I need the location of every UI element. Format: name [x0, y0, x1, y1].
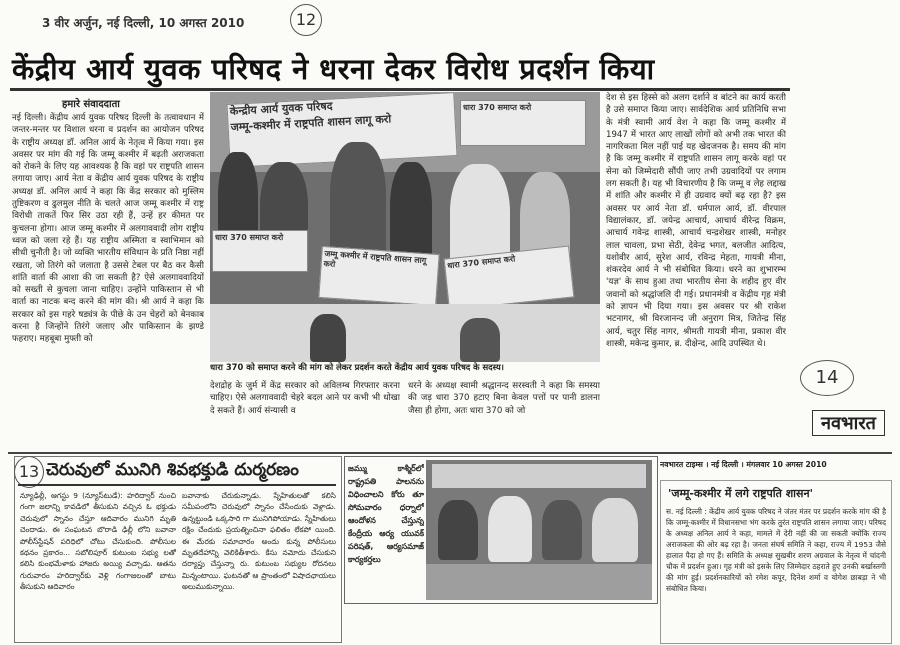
byline: हमारे संवाददाता: [62, 99, 120, 110]
headline: केंद्रीय आर्य युवक परिषद ने धरना देकर विरोध प्रदर्शन किया: [12, 52, 655, 86]
protester-figure: [542, 500, 582, 560]
protester-figure: [438, 500, 478, 560]
article-under-photo-b: धरने के अध्यक्ष स्वामी श्रद्धानन्द सरस्वती ने कहा कि समस्या की जड़ धारा 370 हटाए बिना केवल पत्तों पर पानी डालना जैसा ही होगा, अतः धारा 370 को जो: [408, 381, 600, 416]
protest-photo: [210, 92, 600, 362]
navbharat-headline: 'जम्मू-कश्मीर में लगे राष्ट्रपति शासन': [668, 487, 813, 500]
photo-banner-main-text-2: जम्मू-कश्मीर में राष्ट्रपति शासन लागू करो: [230, 112, 392, 134]
protester-figure: [460, 318, 500, 362]
telugu-protest-photo: [426, 460, 652, 600]
headline-rule: [10, 88, 790, 91]
protester-figure: [488, 496, 532, 562]
annotation-top: 12: [290, 4, 322, 36]
telugu-photo-banner: [432, 464, 646, 488]
photo-banner-main-text: केन्द्रीय आर्य युवक परिषद: [229, 99, 333, 118]
telugu-sidebar-caption: జమ్ము కాశ్మీర్‌లో రాష్ట్రపతి పాలనను విధించాలని కోరు తూ సోమవారం ధర్నాలో ఆందోళన చేస్తున్న కేంద్రీయ ఆర్య యువక్ పరిషత్, ఆర్యసమాజ్ కార్యకర్తలు: [348, 464, 424, 564]
dateline: 3 वीर अर्जुन, नई दिल्ली, 10 अगस्त 2010: [42, 16, 245, 30]
photo-banner-right: धारा 370 समाप्त करो: [460, 100, 586, 146]
telugu-column-1: న్యూఢిల్లీ, ఆగస్టు 9 (న్యూస్‌టుడే): హరిద్వార్ నుంచి గంగా జలాన్ని కావడిలో తీసుకుని వచ్చిన ఓ భక్తుడు చెరువులో స్నానం చేస్తూ ఆదివారం మునిగి మృతి చెందాడు. ఈ సంఘటన బొరాడి ఢిల్లీ లోని బవానా పోలీస్‌స్టేషన్ పరిధిలో చోటు చేసుకుంది. పోలీసుల కథనం ప్రకారం... సబోలిపూర్ కుటుంబ సభ్యు లతో కలిసి కుంభమేళాకు హాజరు అయ్యి వచ్చాడు. ఆతను గురువారం హరిద్వార్‌కు వెళ్లి గంగాజలంతో బాటు తీసుకుని ఆదివారం: [20, 491, 176, 592]
navbharat-dateline: नवभारत टाइम्स । नई दिल्ली । मंगलवार 10 अगस्त 2010: [660, 460, 827, 469]
navbharat-logo: नवभारत: [812, 410, 885, 436]
navbharat-body: स. नई दिल्ली : केंद्रीय आर्य युवक परिषद ने जंतर मंतर पर प्रदर्शन करके मांग की है कि जम्मू-कश्मीर में विधानसभा भंग करके तुरंत राष्ट्रपति शासन लगाया जाए। परिषद के अध्यक्ष अनिल आर्य ने कहा, मामले में देरी नहीं की जा सकती क्योंकि राज्य अराजकता की ओर बढ़ रहा है। जनता संघर्ष समिति ने कहा, राज्य में 1953 जैसे हालात पैदा हो गए हैं। समिति के अध्यक्ष सुखबीर शरण अग्रवाल के नेतृत्व में चांदनी चौक में प्रदर्शन हुआ। गृह मंत्री को इसके लिए जिम्मेदार ठहराते हुए उनकी बर्खास्तगी की मांग हुई। प्रदर्शनकारियों को रमेश कपूर, दिनेश शर्मा व योगेश छाबड़ा ने भी संबोधित किया।: [666, 507, 886, 593]
telugu-column-2: బవానాకు చేరుకున్నాడు. స్నేహితులతో కలిసి సమీపంలోని చెరువులో స్నానం చేసేందుకు వెళ్లాడు. ఉన్నట్టుండి ఒక్కసారి గా మునిగిపోయాడు. స్నేహితులు రక్షిం చేందుకు ప్రయత్నించినా ఫలితం లేకపో యింది. ఈ మేరకు సమాచారం అందు కున్న పోలీసులు మృతదేహాన్ని వెలికితీశారు. కేసు నమోదు చేసుకుని దర్యాప్తు చేస్తున్నా రు. కుటుంబ సభ్యుల రోదనలు మిన్నంటాయి. ఘటనతో ఆ ప్రాంతంలో విషాదఛాయలు అలుముకున్నాయి.: [182, 491, 336, 592]
protester-figure: [592, 498, 638, 562]
placard-1: धारा 370 समाप्त करो: [212, 230, 308, 272]
article-column-left: नई दिल्ली। केंद्रीय आर्य युवक परिषद दिल्ली के तत्वावधान में जन्तर-मन्तर पर विशाल धरना व प्रदर्शन का आयोजन परिषद के राष्ट्रीय अध्यक्ष डॉ. अनिल आर्य के नेतृत्व में किया गया। इस अवसर पर मांग की गई कि जम्मू कश्मीर में बढ़ती अराजकता को रोकने के लिए यह आवश्यक है कि वहां पर राष्ट्रपति शासन लगाया जाए। आर्य नेता व केंद्रीय आर्य युवक परिषद के राष्ट्रीय अध्यक्ष डॉ. अनिल आर्य ने कहा कि केंद्र सरकार को मुस्लिम तुष्टिकरण व ढुलमुल नीति के चलते आज जम्मू कश्मीर में राष्ट्र विरोधी ताकतें फिर सिर उठा रही हैं, उन्हें हर कीमत पर कुचलना होगा। आज जम्मू कश्मीर में अलगाववादी लोग राष्ट्रीय ध्वज को जला रहे हैं। यह राष्ट्रीय अस्मिता व स्वाभिमान को सीधी चुनौती है। जो व्यक्ति भारतीय संविधान के प्रति निष्ठा नहीं रखता, जो तिरंगे को जलाता है उससे टेबल पर बैठ कर कैसी शांति वार्ता की आशा की जा सकती है? ऐसे अलगाववादियों को सख्ती से कुचला जाना चाहिए। उन्होंने पाकिस्तान से भी वार्ता का नाटक बन्द करने की मांग की। श्री आर्य ने कहा कि सरकार को इस गहरे षड्यंत्र के पीछे के उन चेहरों को बेनकाब करना है जिन्होंने तिरंगे जलाए और पाकिस्तान के झण्डे फहराए। महबूबा मुफ्ती को: [12, 113, 204, 345]
photo-ground: [210, 304, 600, 362]
telugu-photo-ground: [426, 564, 652, 600]
placard-3: धारा 370 समाप्त करो: [444, 246, 575, 311]
protester-figure: [310, 314, 346, 362]
annotation-right: 14: [800, 360, 854, 396]
article-column-right: देश से इस हिस्से को अलग दर्शाने व बांटने का कार्य करती है उसे समाप्त किया जाए। सार्वदेशिक आर्य प्रतिनिधि सभा के मंत्री स्वामी आर्य वेश ने कहा कि जम्मू कश्मीर में 1947 में भारत आए लाखों लोगों को अभी तक भारत की नागरिकता मिल नहीं पाई यह खेदजनक है। समय की मांग है कि जम्मू कश्मीर में राष्ट्रपति शासन लागू करके वहां पर सेना को जिम्मेदारी सौंपी जाए तभी उग्रवादियों पर लगाम लग सकती है। यह भी विचारणीय है कि जम्मू व लेह लद्दाख में शांति और कश्मीर में ही उग्रवाद क्यों बढ़ रहा है? इस अवसर पर आर्य नेता डॉ. धर्मपाल आर्य, डॉ. वीरपाल विद्यालंकार, डॉ. जयेन्द्र आचार्य, आचार्य वीरेन्द्र विक्रम, आचार्य गवेन्द्र शास्त्री, आचार्य चन्द्रशेखर शास्त्री, मनोहर लाल चावला, प्रभा सेठी, देवेन्द्र भगत, बलजीत आदित्य, यशोवीर आर्य, सुरेश आर्य, रविन्द्र मेहता, गायत्री मीना, शंकरदेव आर्य ने भी संबोधित किया। धरने का शुभारम्भ 'यज्ञ' के साथ हुआ तथा भारतीय सेना के शहीद हुए वीर जवानों को श्रद्धांजलि दी गई। प्रधानमंत्री व केंद्रीय गृह मंत्री को ज्ञापन भी दिया गया। इस अवसर पर श्री राकेश भटनागर, श्री विरजानन्द जी अनुराग मित्र, जितेन्द्र सिंह आर्य, चतुर सिंह नागर, श्रीमती गायत्री मीना, प्रकाश वीर शास्त्री, मकेन्द्र कुमार, ब्र. दीक्षेन्द, आदि उपस्थित थे।: [606, 93, 786, 349]
placard-2: जम्मू कश्मीर में राष्ट्रपति शासन लागू करो: [318, 246, 439, 306]
photo-caption: धारा 370 को समाप्त करने की मांग को लेकर प्रदर्शन करते केंद्रीय आर्य युवक परिषद के सदस्य।: [210, 362, 504, 372]
annotation-bottom: 13: [14, 456, 44, 488]
telugu-rule: [18, 484, 336, 486]
telugu-headline: చెరువులో మునిగి శివభక్తుడి దుర్మరణం: [46, 460, 299, 480]
section-divider: [8, 452, 892, 454]
article-under-photo-a: देशद्रोह के जुर्म में केंद्र सरकार को अविलम्ब गिरफ्तार करना चाहिए। ऐसे अलगाववादी चेहरे बदल आने पर कभी भी धोखा दे सकते हैं। आर्य संन्यासी व: [210, 381, 400, 416]
